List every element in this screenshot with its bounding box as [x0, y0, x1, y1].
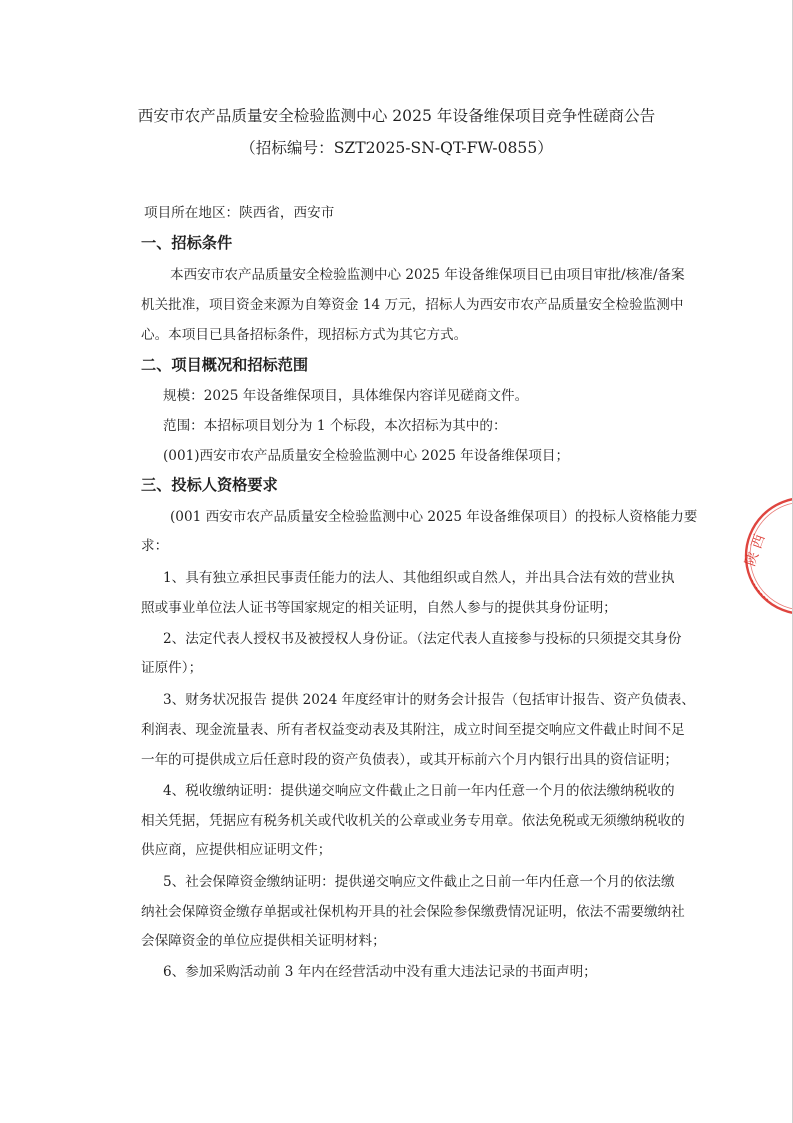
document-title: 西安市农产品质量安全检验监测中心 2025 年设备维保项目竞争性磋商公告 [137, 107, 656, 125]
section-heading-1: 一、招标条件 [141, 234, 233, 252]
section-heading-2: 二、项目概况和招标范围 [141, 356, 309, 374]
section1-line: 本西安市农产品质量安全检验监测中心 2025 年设备维保项目已由项目审批/核准/备案 [170, 267, 685, 283]
qualification-item-2: 证原件）； [141, 660, 203, 676]
tender-number: （招标编号：SZT2025-SN-QT-FW-0855） [240, 139, 553, 157]
project-region: 项目所在地区：陕西省，西安市 [144, 205, 335, 221]
qualification-item-5: 5、社会保障资金缴纳证明：提供递交响应文件截止之日前一年内任意一个月的依法缴 [163, 874, 675, 890]
qualification-item-3: 利润表、现金流量表、所有者权益变动表及其附注，成立时间至提交响应文件截止时间不足 [141, 722, 685, 738]
qualification-item-5: 会保障资金的单位应提供相关证明材料； [141, 933, 386, 949]
seal-lettering: 陕 西 [742, 532, 769, 569]
section-heading-3: 三、投标人资格要求 [141, 476, 278, 494]
qualification-item-4: 4、税收缴纳证明：提供递交响应文件截止之日前一年内任意一个月的依法缴纳税收的 [163, 783, 675, 799]
section2-line: 范围：本招标项目划分为 1 个标段，本次招标为其中的： [163, 418, 507, 434]
qualification-item-6: 6、参加采购活动前 3 年内在经营活动中没有重大违法记录的书面声明； [163, 964, 597, 980]
qualification-item-5: 纳社会保障资金缴存单据或社保机构开具的社会保险参保缴费情况证明，依法不需要缴纳社 [141, 904, 685, 920]
qualification-item-2: 2、法定代表人授权书及被授权人身份证。（法定代表人直接参与投标的只须提交其身份 [163, 631, 682, 647]
section3-intro-line: (001 西安市农产品质量安全检验监测中心 2025 年设备维保项目）的投标人资格能力要 [170, 509, 698, 525]
section1-line: 心。本项目已具备招标条件，现招标方式为其它方式。 [141, 327, 468, 343]
section2-line: (001)西安市农产品质量安全检验监测中心 2025 年设备维保项目； [163, 448, 570, 464]
qualification-item-3: 一年的可提供成立后任意时段的资产负债表），或其开标前六个月内银行出具的资信证明； [141, 752, 678, 768]
official-seal-stamp [738, 490, 793, 620]
qualification-item-4: 供应商，应提供相应证明文件； [141, 842, 332, 858]
qualification-item-1: 1、具有独立承担民事责任能力的法人、其他组织或自然人，并出具合法有效的营业执 [163, 570, 675, 586]
section2-line: 规模：2025 年设备维保项目，具体维保内容详见磋商文件。 [163, 388, 529, 404]
qualification-item-4: 相关凭据，凭据应有税务机关或代收机关的公章或业务专用章。依法免税或无须缴纳税收的 [141, 813, 685, 829]
qualification-item-1: 照或事业单位法人证书等国家规定的相关证明，自然人参与的提供其身份证明； [141, 600, 617, 616]
section1-line: 机关批准，项目资金来源为自筹资金 14 万元，招标人为西安市农产品质量安全检验监测中 [141, 297, 684, 313]
section3-intro-line: 求： [141, 538, 169, 554]
qualification-item-3: 3、财务状况报告 提供 2024 年度经审计的财务会计报告（包括审计报告、资产负债表、 [163, 692, 695, 708]
